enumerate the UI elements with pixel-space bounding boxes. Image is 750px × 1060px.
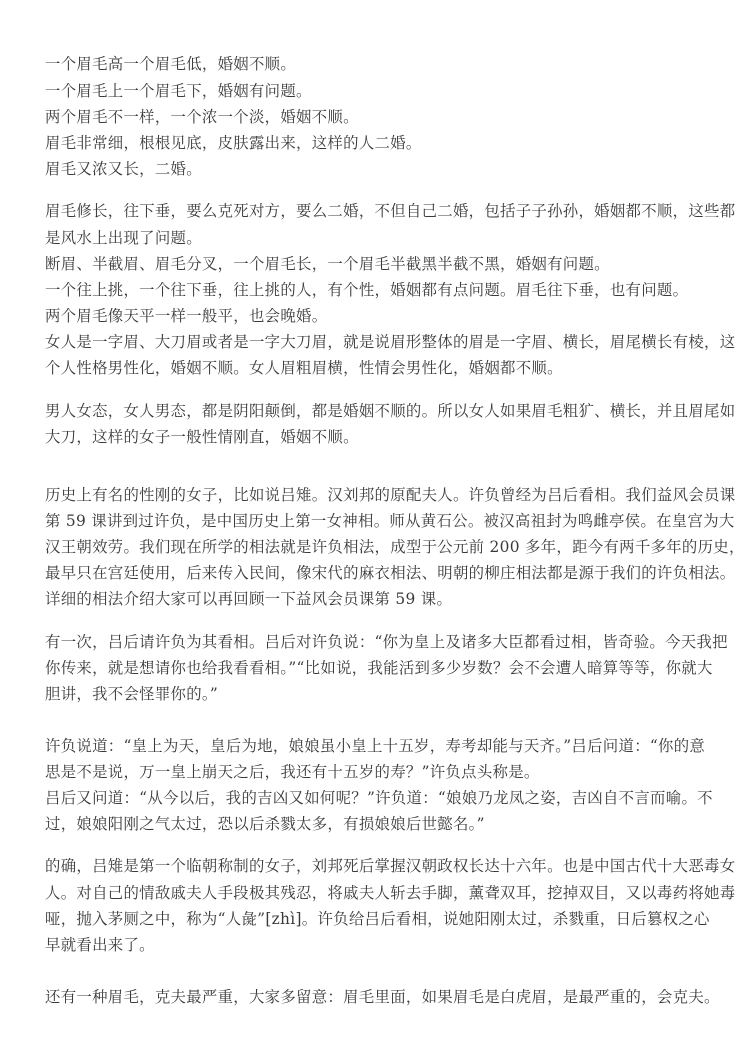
text-line: 第 59 课讲到过许负，是中国历史上第一女神相。师从黄石公。被汉高祖封为鸣雌亭侯。在皇宫为大: [45, 512, 735, 530]
text-line: 详细的相法介绍大家可以再回顾一下益风会员课第 59 课。: [45, 590, 453, 608]
text-line: 断眉、半截眉、眉毛分叉，一个眉毛长，一个眉毛半截黑半截不黑，婚姻有问题。: [45, 255, 610, 273]
text-line: 女人是一字眉、大刀眉或者是一字大刀眉，就是说眉形整体的眉是一字眉、横长，眉尾横长有棱，这: [45, 333, 736, 351]
text-line: 眉毛修长，往下垂，要么克死对方，要么二婚，不但自己二婚，包括子子孙孙，婚姻都不顺，这些都: [45, 202, 736, 220]
text-line: 历史上有名的性刚的女子，比如说吕雉。汉刘邦的原配夫人。许负曾经为吕后看相。我们益风会员课: [45, 486, 736, 504]
text-line: 哑，抛入茅厕之中，称为“人彘”[zhì]。许负给吕后看相，说她阳刚太过，杀戮重，日后篡权之心: [45, 910, 710, 928]
text-line: 一个眉毛高一个眉毛低，婚姻不顺。: [45, 55, 297, 73]
text-line: 两个眉毛不一样，一个浓一个淡，婚姻不顺。: [45, 108, 359, 126]
text-line: 胆讲，我不会怪罪你的。”: [45, 685, 219, 703]
text-line: 一个往上挑，一个往下垂，往上挑的人，有个性，婚姻都有点问题。眉毛往下垂，也有问题。: [45, 281, 689, 299]
text-line: 你传来，就是想请你也给我看看相。”“比如说，我能活到多少岁数？会不会遭人暗算等等，你就大: [45, 659, 713, 677]
text-line: 思是不是说，万一皇上崩天之后，我还有十五岁的寿？”许负点头称是。: [45, 763, 540, 781]
text-line: 大刀，这样的女子一般性情刚直，婚姻不顺。: [45, 428, 359, 446]
text-line: 人。对自己的情敌戚夫人手段极其残忍，将戚夫人斩去手脚，薰聋双耳，挖掉双目，又以毒药将她毒: [45, 884, 736, 902]
text-line: 是风水上出现了问题。: [45, 229, 202, 247]
text-line: 吕后又问道：“从今以后，我的吉凶又如何呢？”许负道：“娘娘乃龙凤之姿，吉凶自不言而喻。不: [45, 789, 713, 807]
text-line: 汉王朝效劳。我们现在所学的相法就是许负相法，成型于公元前 200 多年，距今有两千多年的历史，: [45, 538, 745, 556]
text-line: 眉毛非常细，根根见底，皮肤露出来，这样的人二婚。: [45, 134, 422, 152]
text-line: 的确，吕雉是第一个临朝称制的女子，刘邦死后掌握汉朝政权长达十六年。也是中国古代十大恶毒女: [45, 857, 736, 875]
text-line: 眉毛又浓又长，二婚。: [45, 160, 202, 178]
text-line: 许负说道：“皇上为天，皇后为地，娘娘虽小皇上十五岁，寿考却能与天齐。”吕后问道：“你的意: [45, 737, 706, 755]
text-line: 还有一种眉毛，克夫最严重，大家多留意：眉毛里面，如果眉毛是白虎眉，是最严重的，会克夫。: [45, 988, 720, 1006]
text-line: 最早只在宫廷使用，后来传入民间，像宋代的麻衣相法、明朝的柳庄相法都是源于我们的许负相法。: [45, 564, 736, 582]
text-line: 有一次，吕后请许负为其看相。吕后对许负说：“你为皇上及诸多大臣都看过相，皆奇验。今天我把: [45, 633, 728, 651]
text-line: 早就看出来了。: [45, 936, 155, 954]
text-line: 过，娘娘阳刚之气太过，恐以后杀戮太多，有损娘娘后世懿名。”: [45, 815, 485, 833]
text-line: 个人性格男性化，婚姻不顺。女人眉粗眉横，性情会男性化，婚姻都不顺。: [45, 359, 563, 377]
text-line: 一个眉毛上一个眉毛下，婚姻有问题。: [45, 82, 312, 100]
text-line: 两个眉毛像天平一样一般平，也会晚婚。: [45, 307, 328, 325]
text-line: 男人女态，女人男态，都是阴阳颠倒，都是婚姻不顺的。所以女人如果眉毛粗犷、横长，并且眉尾如: [45, 402, 736, 420]
